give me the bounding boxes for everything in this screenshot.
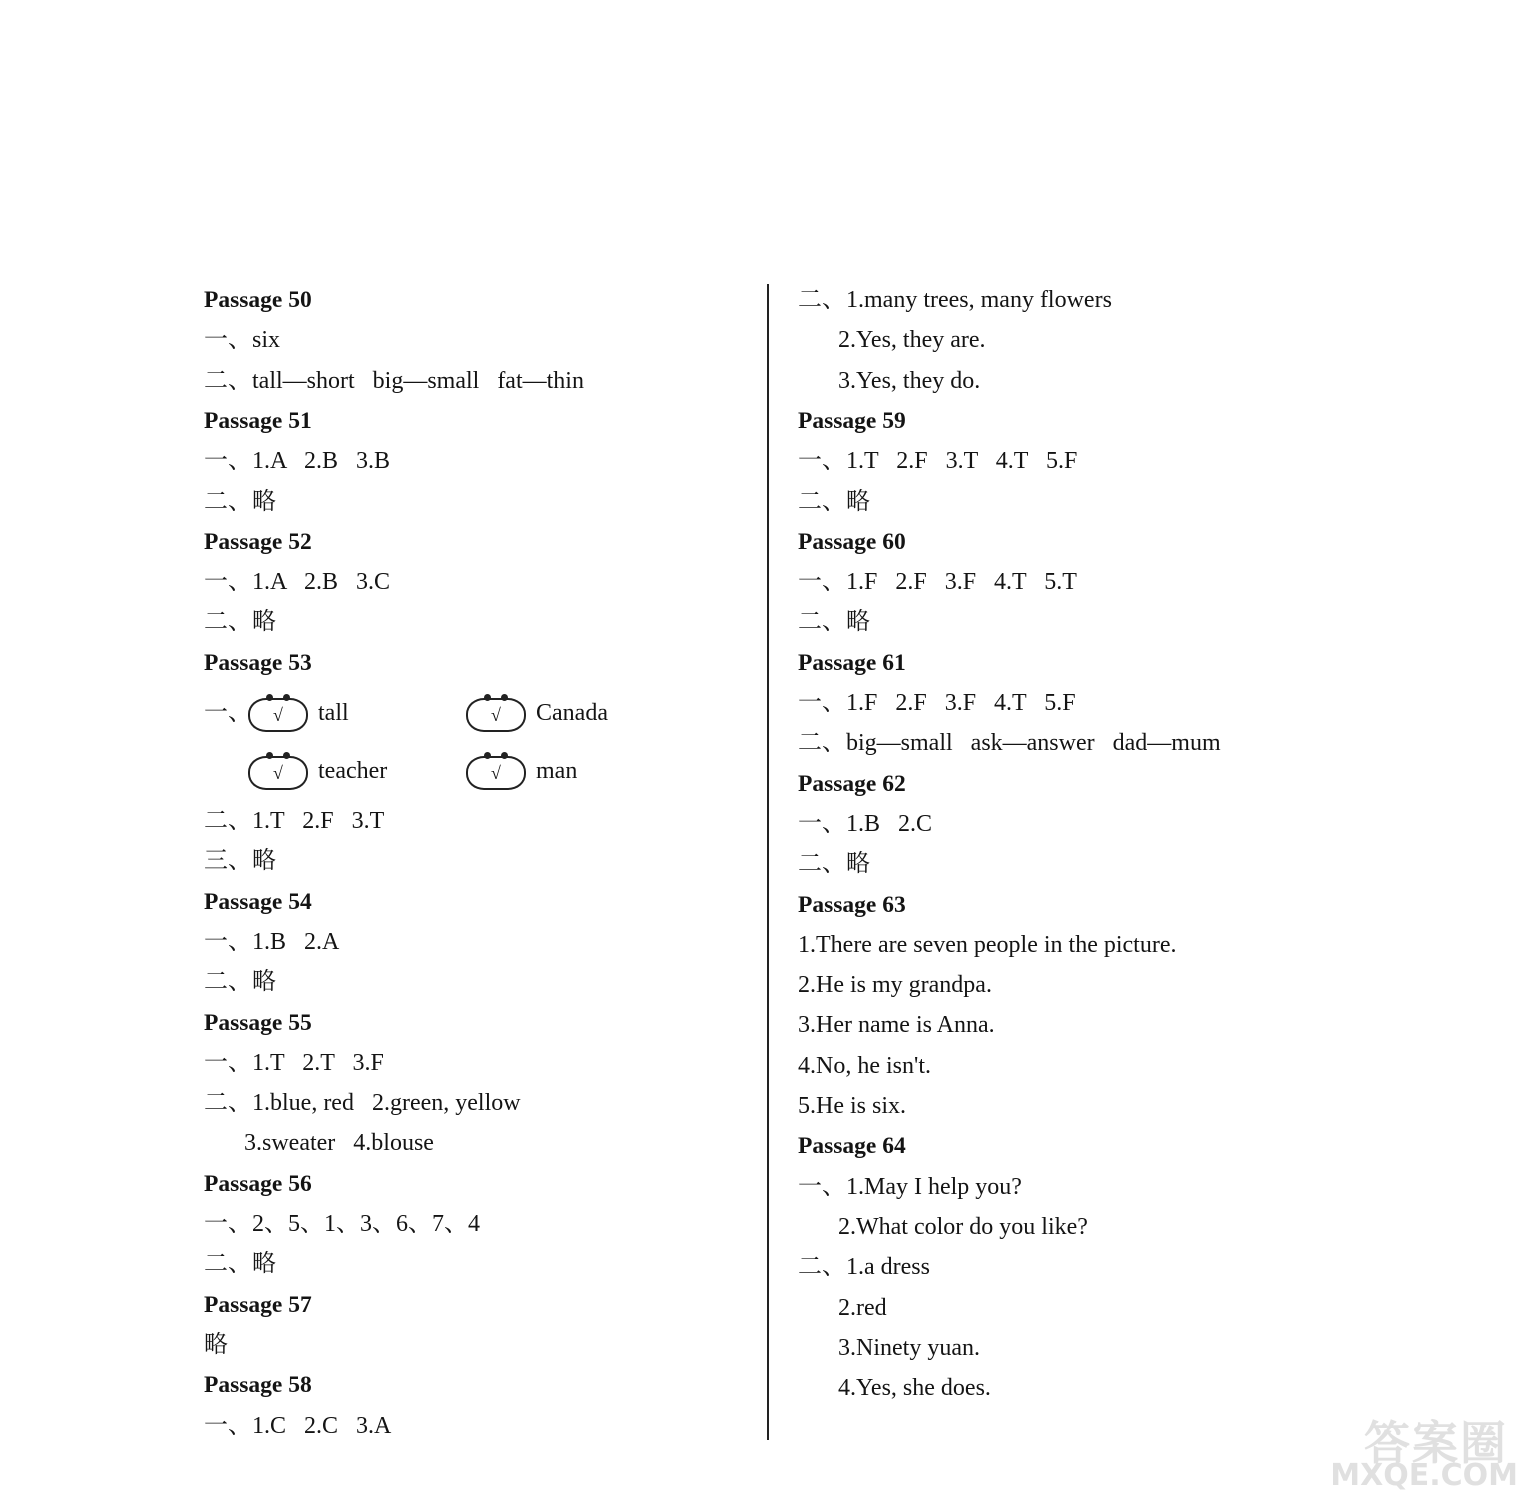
passage-heading: Passage 60 — [798, 528, 906, 555]
answer-line: 一、2、5、1、3、6、7、4 — [204, 1211, 480, 1237]
answer-line: 二、略 — [204, 1251, 276, 1278]
answer-line: 一、1.F 2.F 3.F 4.T 5.T — [798, 569, 1077, 596]
answer-line: 3.Yes, they do. — [838, 367, 981, 394]
answer-line: 二、1.many trees, many flowers — [798, 287, 1112, 313]
answer-line: 1.There are seven people in the picture. — [798, 931, 1177, 958]
answer-line: 一、1.T 2.F 3.T 4.T 5.F — [798, 448, 1078, 475]
passage-heading: Passage 54 — [204, 888, 312, 915]
answer-line: 一、1.C 2.C 3.A — [204, 1412, 392, 1439]
answer-line: 2.What color do you like? — [838, 1213, 1088, 1240]
choice-label: Canada — [536, 700, 608, 726]
answer-line: 3.Her name is Anna. — [798, 1012, 995, 1039]
answer-line: 一、1.B 2.C — [798, 810, 933, 837]
check-oval-icon: √ — [248, 698, 308, 732]
answer-line: 二、略 — [204, 488, 276, 515]
answer-line: 3.sweater 4.blouse — [244, 1130, 434, 1157]
passage-heading: Passage 63 — [798, 891, 906, 918]
passage-heading: Passage 55 — [204, 1009, 312, 1036]
answer-line: 4.Yes, she does. — [838, 1375, 991, 1402]
answer-line: 二、1.blue, red 2.green, yellow — [204, 1090, 521, 1117]
answer-line: 一、1.T 2.T 3.F — [204, 1049, 384, 1076]
answer-line: 2.He is my grandpa. — [798, 972, 992, 999]
answer-line: 一、1.A 2.B 3.C — [204, 569, 391, 596]
passage-heading: Passage 64 — [798, 1133, 906, 1160]
passage-heading: Passage 50 — [204, 287, 312, 313]
choice-label: man — [536, 758, 578, 784]
check-oval-icon: √ — [466, 756, 526, 790]
answer-line: 3.Ninety yuan. — [838, 1334, 980, 1361]
answer-line: 2.Yes, they are. — [838, 327, 986, 354]
answer-line: 一、1.May I help you? — [798, 1173, 1022, 1200]
answer-line: 4.No, he isn't. — [798, 1052, 931, 1079]
watermark-logo — [1328, 1407, 1528, 1493]
choice-label: teacher — [318, 758, 388, 784]
answer-line: 二、tall—short big—small fat—thin — [204, 367, 584, 394]
p53-prefix: 一、 — [204, 700, 252, 726]
answer-line: 略 — [204, 1331, 228, 1358]
answer-line: 二、略 — [798, 851, 870, 878]
passage-heading: Passage 61 — [798, 649, 906, 676]
answer-line: 一、1.B 2.A — [204, 928, 340, 955]
answer-line: 一、six — [204, 327, 281, 354]
answer-line: 三、略 — [204, 848, 276, 875]
passage-heading: Passage 57 — [204, 1291, 312, 1318]
check-oval-icon: √ — [248, 756, 308, 790]
watermark-cn: 答案圈 — [1364, 1416, 1508, 1470]
answer-line: 二、略 — [204, 609, 276, 636]
passage-heading: Passage 56 — [204, 1170, 312, 1197]
answer-line: 二、略 — [204, 969, 276, 996]
answer-line: 二、big—small ask—answer dad—mum — [798, 730, 1221, 757]
watermark-en: MXQE.COM — [1330, 1458, 1518, 1493]
column-divider — [767, 284, 769, 1440]
passage-heading: Passage 53 — [204, 649, 312, 676]
passage-heading: Passage 62 — [798, 770, 906, 797]
answer-line: 二、1.a dress — [798, 1254, 930, 1281]
answer-line: 二、1.T 2.F 3.T — [204, 808, 385, 834]
answer-line: 5.He is six. — [798, 1093, 906, 1119]
answer-line: 一、1.A 2.B 3.B — [204, 448, 391, 475]
answer-line: 一、1.F 2.F 3.F 4.T 5.F — [798, 690, 1076, 716]
answer-line: 二、略 — [798, 488, 870, 515]
passage-heading: Passage 52 — [204, 528, 312, 555]
choice-label: tall — [318, 700, 349, 726]
check-oval-icon: √ — [466, 698, 526, 732]
answer-line: 二、略 — [798, 609, 870, 636]
passage-heading: Passage 51 — [204, 407, 312, 434]
answer-line: 2.red — [838, 1294, 887, 1321]
passage-heading: Passage 58 — [204, 1372, 312, 1399]
passage-heading: Passage 59 — [798, 407, 906, 434]
